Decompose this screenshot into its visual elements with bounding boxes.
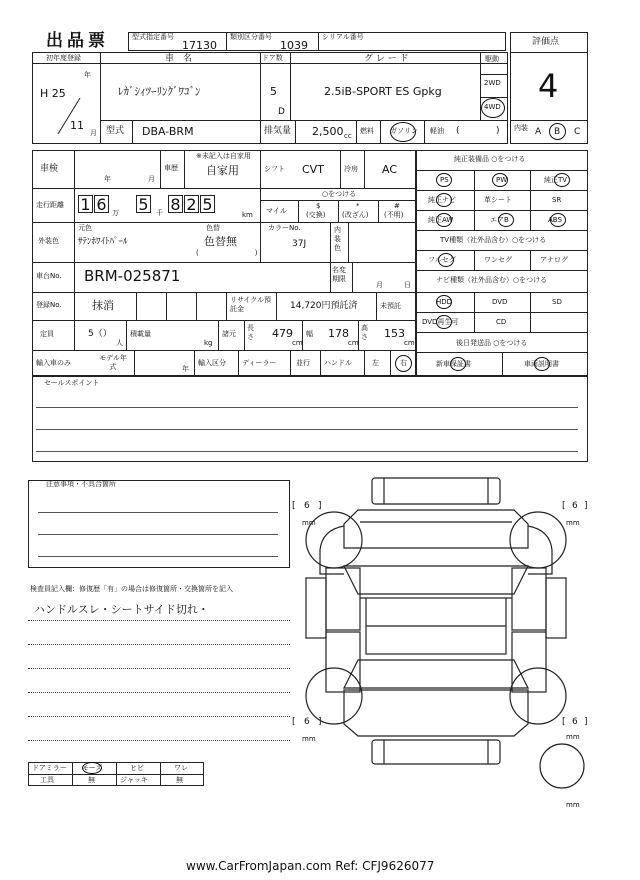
ac-value: AC	[382, 163, 398, 176]
type-no: 17130	[182, 39, 217, 52]
sales-point-label: セールスポイント	[44, 379, 100, 387]
score-label: 評価点	[532, 37, 560, 47]
capacity-value: 5（）	[88, 329, 112, 339]
displacement-unit: cc	[344, 132, 352, 140]
length-value: 479	[272, 327, 293, 340]
width-value: 178	[328, 327, 349, 340]
serial-label: シリアル番号	[322, 33, 364, 41]
interior-color-label: 内装色	[334, 226, 341, 252]
color-no-label: カラーNo.	[268, 224, 301, 232]
first-reg-month: 11	[70, 119, 84, 132]
navi-type-label: ナビ種類（社外品含む）○をつける	[436, 276, 548, 284]
later-warranty: 新車保証書	[436, 360, 471, 368]
interior-b: B	[554, 127, 561, 137]
model-year-label: モデル年式	[99, 354, 127, 371]
mileage-digit-4: 8	[168, 195, 183, 213]
interior-label: 内装	[514, 124, 528, 132]
shift-value: CVT	[302, 163, 324, 176]
class-no: 1039	[280, 39, 308, 52]
mirror-value: モーズ	[82, 764, 103, 772]
displacement: 2,500	[312, 125, 344, 138]
later-manual: 車両説明書	[524, 360, 559, 368]
tools-value: 無	[88, 776, 95, 784]
color-no: 37J	[292, 239, 307, 249]
equip-tv: 純正TV	[544, 176, 568, 184]
form-title: 出品票	[46, 31, 109, 51]
mileage-digit-2: 6	[94, 195, 109, 213]
jack-label: ジャッキ	[120, 776, 148, 784]
class-no-label: 類別区分番号	[230, 33, 272, 41]
model-label: 型式	[106, 126, 125, 136]
first-reg-month-suffix: 月	[90, 129, 97, 137]
tire-fr-depth: 6	[572, 501, 578, 511]
fuel-label: 燃料	[360, 127, 374, 135]
break-label: ワレ	[174, 764, 188, 772]
model: DBA-BRM	[142, 125, 194, 138]
equip-aw: 純正AW	[428, 216, 454, 224]
dimensions-label: 諸元	[222, 330, 236, 338]
inspector-label: 検査員記入欄：修復歴「有」の場合は修復箇所・交換箇所を記入	[30, 585, 233, 593]
tire-rr-depth: 6	[572, 717, 578, 727]
registration-value: 抹消	[92, 299, 114, 312]
mileage-label: 走行距離	[36, 201, 64, 209]
drive-4wd-circle	[481, 98, 505, 118]
handle-right-circle	[395, 355, 412, 372]
grade: 2.5iB-SPORT ES Gpkg	[324, 85, 442, 98]
navi-dvd-playback: DVD再生可	[422, 318, 459, 326]
footer-watermark: www.CarFromJapan.com Ref: CFJ9626077	[186, 859, 435, 873]
drive-4wd: 4WD	[484, 103, 501, 111]
equip-leather: 革シート	[484, 196, 512, 204]
fuel-gasoline: ガソリン	[390, 127, 418, 135]
tire-fl-depth: 6	[304, 501, 310, 511]
mileage-unknown: (不明)	[384, 211, 404, 219]
name-change-label: 名変期限	[332, 266, 346, 283]
equip-ps: PS	[440, 176, 449, 184]
jack-value: 無	[176, 776, 183, 784]
car-name: ﾚｶﾞｼｨﾂｰﾘﾝｸﾞﾜｺﾞﾝ	[118, 85, 201, 98]
handle-right: 右	[400, 359, 407, 367]
equip-navi: 純正ナビ	[428, 196, 456, 204]
recycle-label: リサイクル預託金	[230, 296, 272, 313]
tv-type-label: TV種類（社外品含む）○をつける	[440, 236, 547, 244]
door-count: 5	[270, 85, 277, 98]
import-parallel: 並行	[296, 359, 310, 367]
tv-analog: アナログ	[540, 256, 568, 264]
mileage-exchanged: (交換)	[306, 211, 326, 219]
chassis-label: 車台No.	[36, 272, 62, 280]
handle-label: ハンドル	[324, 359, 352, 367]
recycle-value: 14,720円預託済	[290, 301, 358, 311]
repaint-value: 色替無	[204, 235, 237, 248]
import-kind-label: 輸入区分	[198, 359, 226, 367]
registration-label: 登録No.	[36, 301, 62, 309]
notes-label: 注意事項・不具合箇所	[46, 480, 116, 488]
history-value: 自家用	[206, 164, 239, 177]
tv-fullseg: フルセグ	[428, 256, 456, 264]
tools-label: 工具	[40, 776, 54, 784]
equip-abs: ABS	[548, 216, 562, 224]
drive-label: 駆動	[485, 55, 499, 63]
score-value: 4	[538, 67, 559, 105]
drive-2wd: 2WD	[484, 79, 501, 87]
tv-oneseg: ワンセグ	[484, 256, 512, 264]
fuel-gasoline-circle	[390, 122, 416, 142]
car-name-label: 車 名	[165, 54, 193, 64]
shift-label: シフト	[264, 165, 285, 173]
mileage-digit-6: 5	[200, 195, 215, 213]
fuel-diesel: 軽油	[430, 127, 444, 135]
handle-left: 左	[372, 359, 379, 367]
notes-box	[28, 480, 290, 568]
sales-point-box	[32, 376, 588, 462]
navi-cd: CD	[496, 318, 507, 326]
chassis-no: BRM-025871	[84, 267, 181, 285]
crack-label: ヒビ	[130, 764, 144, 772]
color-label: 外装色	[38, 237, 59, 245]
load-label: 積載量	[130, 330, 151, 338]
import-dealer: ディーラー	[242, 359, 277, 367]
equip-pw: PW	[496, 176, 508, 184]
ac-label: 冷房	[344, 165, 358, 173]
equip-airbag: エアB	[490, 216, 509, 224]
mileage-mile: マイル	[266, 207, 287, 215]
mileage-tampered: (改ざん)	[342, 211, 369, 219]
mileage-digit-1: 1	[78, 195, 93, 213]
genuine-equip-label: 純正装備品 ○をつける	[454, 155, 526, 163]
displacement-label: 排気量	[264, 126, 292, 136]
navi-hdd: HDD	[436, 298, 453, 306]
door-mirror-label: ドアミラー	[32, 764, 67, 772]
first-reg-label: 初年度登録	[46, 54, 81, 62]
mileage-unit: km	[242, 211, 253, 219]
capacity-label: 定員	[40, 330, 54, 338]
type-no-label: 型式指定番号	[132, 33, 174, 41]
spare-tire-mm: mm	[566, 801, 580, 809]
first-reg-year-suffix: 年	[84, 71, 91, 79]
door-label: ドア数	[262, 54, 283, 62]
inspector-text: ハンドルスレ・シートサイド切れ・	[34, 603, 209, 616]
grade-label: グ レ ー ド	[364, 54, 409, 64]
later-items-label: 後日発送品 ○をつける	[456, 339, 528, 347]
door-type: D	[278, 107, 285, 117]
import-label: 輸入車のみ	[36, 359, 71, 367]
mileage-circle-note: ○をつける	[322, 190, 357, 198]
shaken-label: 車検	[40, 164, 59, 174]
first-reg-era: H 25	[40, 87, 66, 100]
original-color: ｻﾃﾝﾎﾜｲﾄﾊﾟｰﾙ	[78, 237, 128, 247]
navi-sd: SD	[552, 298, 562, 306]
recycle-unpaid: 未預託	[380, 302, 401, 310]
interior-c: C	[574, 127, 581, 137]
interior-a: A	[535, 127, 542, 137]
tire-rl-depth: 6	[304, 717, 310, 727]
history-note: ※未記入は自家用	[196, 152, 251, 160]
equip-sr: SR	[552, 196, 562, 204]
navi-dvd: DVD	[492, 298, 508, 306]
history-label: 車歴	[164, 164, 178, 172]
interior-b-circle	[549, 123, 566, 140]
mileage-digit-5: 2	[184, 195, 199, 213]
mileage-digit-3: 5	[136, 195, 151, 213]
height-value: 153	[384, 327, 405, 340]
car-damage-diagram	[300, 470, 590, 800]
